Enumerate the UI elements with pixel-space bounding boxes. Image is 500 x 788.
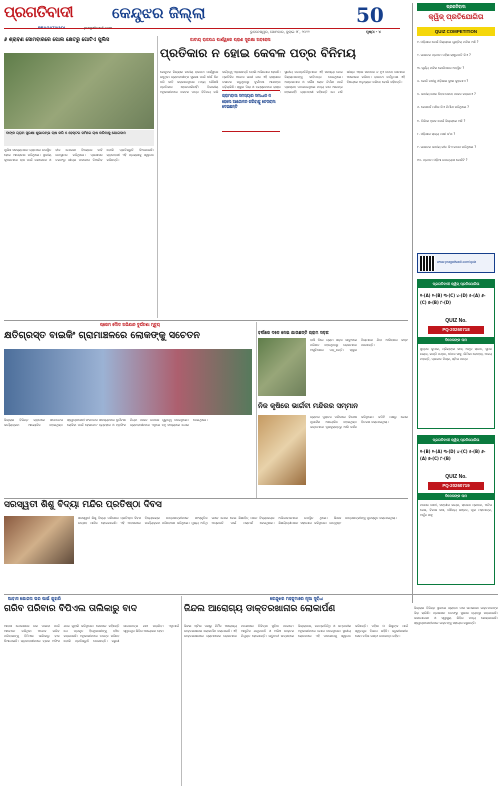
edition-title: କେନ୍ଦୁଝର ଜିଲ୍ଲା <box>112 4 206 22</box>
column-divider <box>256 322 257 498</box>
side-headline: ୬ ଶ୍ରାବଣ ସୋମବାରରେ ପୋଲ କ୍ଷେତରୁ ଗୋଟିଏ ପୁଲିସ <box>4 37 110 43</box>
answer-block-1-answers: ୧-(A) ୨-(B) ୩-(C) ୪-(D) ୫-(A) ୬-(C) ୭-(B) ୮-(D) <box>420 293 486 305</box>
quiz-question: ୫. ଜାତୀୟ ଖେଳ ଦିବସ କେବେ ପାଳନ କରାଯାଏ ? <box>417 92 476 97</box>
story3-body-2: ଗ୍ରାମର ପୁରାତନ ମନ୍ଦିରରେ ବିଶେଷ ପୂଜାର୍ଚ୍ଚନା ଆୟୋଜିତ ହୋଇଥିଲା। ଭକ୍ତମାନେ ଦୂରଦୂରାନ୍ତରୁ ଆସି ଦର୍ଶନ କରିଥିଲେ। କମିଟି ପକ୍ଷରୁ ଭୋଗ ବିତରଣ କରାଯାଇଥିଲା। <box>310 415 408 430</box>
main-kicker: ଜାତୀୟ ରାଜପଥ ପାର୍ଶ୍ୱରେ ପ୍ରାଣ ସୁରକ୍ଷା ଅବହେଳା <box>190 37 271 42</box>
quiz-web-box[interactable] <box>417 253 495 273</box>
side-photo-caption: ବାଙ୍କ ଗ୍ରାମ ସୁରକ୍ଷା ଶୁଭାରମ୍ଭ ଚାଷ କରି ୫ ହେକ୍ଟର ଜମିରେ ଚାଷ କରିବାକୁ ଯୋଗଦାନ <box>4 130 154 146</box>
story2-headline: କ୍ଷତିଗ୍ରସ୍ତ ବାଇକିଂ ଗ୍ରାମାଞ୍ଚଳରେ ଲୋକଙ୍କୁ ସଚେତନ <box>4 330 200 341</box>
story4-headline: ସରସ୍ୱତୀ ଶିଶୁ ବିଦ୍ୟା ମନ୍ଦିର ପ୍ରତିଷ୍ଠା ଦିବସ <box>4 500 162 510</box>
story2-body: ଜିଲ୍ଲାର ବିଭିନ୍ନ ଗ୍ରାମରେ ସଚେତନତା କାର୍ଯ୍ୟକ୍ରମ ଆୟୋଜିତ ହୋଇଥିଲା। ସ୍ୱେଚ୍ଛାସେବୀ ସଂଗଠନର ସଦସ୍ୟମାନେ ଦୁର୍ଘଟଣା ରୋକିବା ପାଇଁ ହେଲମେଟ ବ୍ୟବହାର ଓ ଟ୍ରାଫିକ ନିୟମ ପାଳନ ଉପରେ ଗୁରୁତ୍ୱ ଦେଇଥିଲେ। ଗ୍ରାମବାସୀମାନେ ଏଥିରେ ବହୁ ସଂଖ୍ୟାରେ ଯୋଗ ଦେଇଥିଲେ। <box>4 418 208 428</box>
quiz-question: ୮. ଓଡ଼ିଶାର ରାଜ୍ୟ ପକ୍ଷୀ କ'ଣ ? <box>417 131 456 136</box>
anniversary-logo: 50 <box>356 3 384 27</box>
answer-block-2-quiz-label: QUIZ No. <box>445 474 467 480</box>
side-continuation-body: ଜିଲ୍ଲାର ବିଭିନ୍ନ ସ୍ଥାନରେ ଶ୍ରାବଣ ମାସ ଉପଲକ୍ଷେ ଭକ୍ତମାନଙ୍କ ଭିଡ଼ ଲାଗିଛି। ପ୍ରଶାସନ ତରଫରୁ ସୁରକ୍ଷା ବ୍ୟବସ୍ଥା କରାଯାଇଛି। ଜଳଯୋଗାଣ ଓ ସ୍ୱାସ୍ଥ୍ୟ ଶିବିର ମଧ୍ୟ ଖୋଲାଯାଇଛି। ସ୍ୱେଚ୍ଛାସେବୀମାନେ ଭକ୍ତଙ୍କୁ ସହାୟତା କରୁଛନ୍ତି। <box>414 606 498 626</box>
page-number: ପୃଷ୍ଠା - ୪ <box>366 30 381 34</box>
qr-code-icon <box>420 256 435 271</box>
quiz-web-link[interactable]: www.pragativadi.com/quiz <box>437 260 477 264</box>
story3-kicker: ବର୍ଷାରେ ଦଳେ ନେଇ ଯାଉଛନ୍ତି ଗ୍ରାମ ସଡ଼କ <box>258 330 329 335</box>
quiz-question: ୭. ଚିଲିକା ହ୍ରଦ କେଉଁ ଜିଲ୍ଲାରେ ଅଛି ? <box>417 118 466 123</box>
quiz-question: ୨. ଭାରତର ପ୍ରଥମ ମହିଳା ରାଷ୍ଟ୍ରପତି କିଏ ? <box>417 53 471 58</box>
quiz-questions <box>417 40 495 250</box>
story4-photo <box>4 516 74 564</box>
main-headline: ପ୍ରତିକାର ନ ହୋଇ କେବଳ ପତ୍ର ବିନିମୟ <box>160 46 356 60</box>
quiz-question: ୯. ଭାରତର ଜାତୀୟ ଗୀତ କିଏ ରଚନା କରିଥିଲେ ? <box>417 144 477 149</box>
section-divider <box>4 498 408 499</box>
story5-headline: ଗରିବ ପରିବାର ବିପିଏଲ ତାଲିକାରୁ ବାଦ <box>4 604 137 614</box>
answer-block-1-quiz-label: QUIZ No. <box>445 318 467 324</box>
answer-block-2 <box>417 435 495 585</box>
dateline: ଭୁବନେଶ୍ୱର, ସୋମବାର, ଜୁଲାଇ ୧୮, ୨୦୨୨ <box>250 30 310 34</box>
story3-headline: ନିଜ କୃଷିରେ ଭାର୍ଗବୀ ମନ୍ଦିରର ସମ୍ମାନ <box>258 402 358 410</box>
story3-photo <box>258 338 306 396</box>
quiz-question: ୩. ସୂର୍ଯ୍ୟ ମନ୍ଦିର କେଉଁଠାରେ ଅବସ୍ଥିତ ? <box>417 66 465 71</box>
answer-block-2-answers: ୧-(B) ୨-(A) ୩-(D) ୪-(C) ୫-(B) ୬-(A) ୭-(C) ୮-(B) <box>420 449 486 461</box>
quiz-title: କ୍ୱିଜ୍ ପ୍ରତିଯୋଗିତା <box>428 13 484 21</box>
story2-kicker: ପ୍ରେମ ଦୌଡ ଅଭିଯାନ ଦୁର୍ଘଟଣା ମୃତ୍ୟୁ <box>100 322 161 327</box>
main-pull-quote: ଗ୍ରାମବାସୀ ସମସ୍ୟାର ସମାଧାନ ନ ହେଲେ ଆନ୍ଦୋଳନ କରିବାକୁ ଚେତାବନୀ ଦେଇଛନ୍ତି <box>222 90 280 132</box>
section-divider <box>4 594 498 595</box>
story3-body: ବର୍ଷା ଦିନେ ଗ୍ରାମ ସଡ଼କ କାଦୁଅରେ ପରିଣତ ହେଉଥିବାରୁ ଲୋକମାନେ ଅସୁବିଧାରେ ପଡ଼ୁଛନ୍ତି। ସ୍କୁଲ ପିଲାମାନେ ଯିବା ଆସିବାରେ କଷ୍ଟ ପାଉଛନ୍ତି। <box>310 338 408 353</box>
answer-block-2-quiz-no: PQ-20260719 <box>428 482 484 490</box>
story4-body: ସରସ୍ୱତୀ ଶିଶୁ ବିଦ୍ୟା ମନ୍ଦିରରେ ପ୍ରତିଷ୍ଠା ଦିବସ ଉତ୍ସବ ପାଳିତ ହୋଇଯାଇଛି। ଏହି ଅବସରରେ ବିଦ୍ୟାଳୟର ଛାତ୍ରଛାତ୍ରୀମାନେ ସାଂସ୍କୃତିକ କାର୍ଯ୍ୟକ୍ରମ ପରିବେଷଣ କରିଥିଲେ। ମୁଖ୍ୟ ଅତିଥି ଭାବେ ଯୋଗ ଦେଇ ଶିକ୍ଷାବିତ୍ ମାନେ ବିଦ୍ୟାଳୟର ଅଗ୍ରଗତି ପାଇଁ ପରାମର୍ଶ ଦେଇଥିଲେ। ଅଭିଭାବକମାନେ ଉପସ୍ଥିତ ଥିଲେ। ଶିକ୍ଷକ ଶିକ୍ଷୟିତ୍ରୀମାନେ ସହଯୋଗ କରିଥିଲେ। ଉତ୍କୃଷ୍ଟ ଛାତ୍ରଛାତ୍ରୀଙ୍କୁ ପୁରସ୍କୃତ କରାଯାଇଥିଲା। <box>78 516 397 526</box>
quiz-question: ୧. ଓଡ଼ିଶାର କେଉଁ ଜିଲ୍ଲାରେ ଗୁଣ୍ଡିଚା ମନ୍ଦିର ଅଛି ? <box>417 40 479 44</box>
answer-block-1-title: ପ୍ରଗତିବାଦୀ କ୍ୱିଜ୍ ପ୍ରତିଯୋଗିତା <box>418 280 494 288</box>
quiz-question: ୪. କେଉଁ ନଦୀକୁ ଓଡ଼ିଶାର ଦୁଃଖ କୁହାଯାଏ ? <box>417 79 469 84</box>
story2-photo <box>4 349 252 415</box>
section-divider <box>4 320 408 321</box>
story5-kicker: ଆବାସ ଯୋଜନା ଘର ପାଇଁ ଗୁହାରି <box>8 596 61 601</box>
column-divider <box>181 596 182 786</box>
answer-block-2-winners-label: ବିଜେତାଙ୍କ ନାମ <box>418 493 494 500</box>
answer-block-2-title: ପ୍ରଗତିବାଦୀ କ୍ୱିଜ୍ ପ୍ରତିଯୋଗିତା <box>418 436 494 444</box>
side-story-photo <box>4 53 154 129</box>
story6-kicker: କେନ୍ଦୁଝର ମହକୁମାରେ ନୂଆ ସୁବିଧା <box>270 596 324 601</box>
quiz-question: ୬. କୋଣାର୍କ ମନ୍ଦିର କିଏ ନିର୍ମାଣ କରିଥିଲେ ? <box>417 105 469 110</box>
answer-block-2-winners: ମନୋଜ ସେଠୀ, ସଙ୍ଗୀତା ନାୟକ, ରାକେଶ ପ୍ରଧାନ, ଅନିତା ଜେନା, ବିକାଶ ଦାସ, ସୌମ୍ୟ ରଞ୍ଜନ, ପୂଜା ମହାପାତ୍ର, ଅର୍ଜୁନ ସାହୁ <box>420 503 492 518</box>
side-story-body: ପୁଲିସ ସଦସ୍ୟମାନେ ଗ୍ରାମରେ ଉପସ୍ଥିତ ହୋଇ ଆଲୋଚନା କରିଥିଲେ। ସ୍ଥାନୀୟ କୃଷକମାନେ ଚାଷ ପାଇଁ ଜଳସେଚନ ଓ ବୀଜ ଯୋଗାଣ ବିଷୟରେ ଦାବି ଉପସ୍ଥାପନ କରିଥିଲେ। ପ୍ରଶାସନ ତରଫରୁ ଶୀଘ୍ର ପଦକ୍ଷେପ ନିଆଯିବ ବୋଲି ପ୍ରତିଶ୍ରୁତି ଦିଆଯାଇଛି। ଗ୍ରାମବାସୀ ଏହି ପ୍ରୟାସକୁ ସ୍ୱାଗତ କରିଛନ୍ତି। <box>4 148 154 163</box>
answer-block-1-quiz-no: PQ-20260718 <box>428 326 484 334</box>
quiz-title-en: QUIZ COMPETITION <box>417 27 495 36</box>
answer-block-1-winners-label: ବିଜେତାଙ୍କ ନାମ <box>418 337 494 344</box>
brand-logo: ପ୍ରଗତିବାଦୀ <box>4 3 74 21</box>
column-divider <box>157 36 158 318</box>
story6-body: ଜିନ୍ଦଲ ଷ୍ଟିଲ ପକ୍ଷରୁ ନିର୍ମିତ ଆରୋଗ୍ୟ ଡାକ୍ତରଖାନାର ଲୋକାର୍ପଣ କରାଯାଇଛି। ଏହି ଡାକ୍ତରଖାନାରେ ଗ୍ରାମାଞ୍ଚଳର ଲୋକମାନେ ମାଗଣାରେ ଚିକିତ୍ସା ସୁବିଧା ପାଇବେ। ଆଧୁନିକ ଯନ୍ତ୍ରପାତି ଓ ଅଭିଜ୍ଞ ଡାକ୍ତର ନିଯୁକ୍ତ ହୋଇଛନ୍ତି। ଉଦ୍ଘାଟନୀ ଉତ୍ସବରେ ଜିଲ୍ଲାପାଳ, ଜନପ୍ରତିନିଧି ଓ କମ୍ପାନୀର ଅଧିକାରୀମାନେ ଯୋଗ ଦେଇଥିଲେ। ସ୍ଥାନୀୟ ଲୋକମାନେ ଏହି ପଦକ୍ଷେପକୁ ସ୍ୱାଗତ କରିଛନ୍ତି। ମହିଳା ଓ ଶିଶୁଙ୍କ ପାଇଁ ସ୍ୱତନ୍ତ୍ର ବିଭାଗ ରହିଛି। ଜରୁରୀକାଳୀନ ସେବା ଚବିଶ ଘଣ୍ଟା ଉପଲବ୍ଧ ରହିବ। <box>184 624 408 639</box>
answer-block-1 <box>417 279 495 429</box>
masthead-rule <box>4 28 400 29</box>
quiz-tag: ପ୍ରଗତିବାଦୀ <box>417 3 495 11</box>
main-story-body: କେନ୍ଦୁଝର ଜିଲ୍ଲାର ଜାତୀୟ ରାଜପଥ ପାର୍ଶ୍ୱରେ ରହୁଥିବା ଗ୍ରାମବାସୀଙ୍କ ସୁରକ୍ଷା ପାଇଁ ଦୀର୍ଘ ଦିନ ଧରି ଦାବି କରାଯାଉଥିଲେ ମଧ୍ୟ କୌଣସି ପ୍ରତିକାର ହୋଇପାରିନାହିଁ। ବିଭାଗୀୟ ଅଧିକାରୀମାନେ କେବଳ ପତ୍ର ବିନିମୟ କରି ଦାୟିତ୍ୱ ଏଡ଼ାଉଛନ୍ତି ବୋଲି ଅଭିଯୋଗ ହେଉଛି। ପ୍ରତିଦିନ ଅନେକ ଭାରୀ ଯାନ ଏହି ରାସ୍ତାରେ ଚଳାଚଳ କରୁଥିବାରୁ ଦୁର୍ଘଟଣା ଆଶଙ୍କା ବଢ଼ିଚାଲିଛି। ସ୍କୁଲ ପିଲା ଓ ବୟସ୍କମାନେ ରାସ୍ତା ସ୍ଥାନୀୟ ଜନପ୍ରତିନିଧିମାନେ ଏହି ସମସ୍ୟା ନେଇ ଜିଲ୍ଲାପାଳଙ୍କୁ ଦାବିପତ୍ର ଦେଇଥିଲେ। ଅଣ୍ଡରପାସ ଓ ସର୍ଭିସ ରୋଡ ନିର୍ମାଣ ପାଇଁ ପ୍ରସ୍ତାବ ପଠାଯାଇଥିଲେ ମଧ୍ୟ କାମ ଆରମ୍ଭ ହୋଇନାହିଁ। ଗ୍ରାମବାସୀ କହିଛନ୍ତି ଯେ ଯଦି ଶୀଘ୍ର ଏହାର ସମାଧାନ ନ ହୁଏ ତେବେ ସେମାନେ ଆନ୍ଦୋଳନ କରିବେ। ରାଜପଥ କର୍ତ୍ତୃପକ୍ଷ ଏହି ବିଷୟରେ ଅନୁଧ୍ୟାନ କରିବେ ବୋଲି କହିଛନ୍ତି। <box>160 70 405 95</box>
story3-photo-2 <box>258 415 306 485</box>
story5-body: ଆବାସ ଯୋଜନାରେ ଘର ପାଇବା ପାଇଁ ଆବେଦନ କରିଥିବା ଅନେକ ଗରିବ ପରିବାରଙ୍କୁ ବିପିଏଲ ତାଲିକାରୁ ବାଦ ଦିଆଯାଇଛି। ଗ୍ରାମବାସୀମାନେ ବ୍ଲକ ଅଫିସ ଯାଇ ଗୁହାରି କରିଥିଲେ। ସେମାନେ କହିଛନ୍ତି ଯେ ପ୍ରକୃତ ହିତାଧିକାରୀଙ୍କୁ ବଞ୍ଚିତ କରାଯାଉଛି। ଅଧିକାରୀମାନେ ତଦନ୍ତ କରିବେ ବୋଲି ପ୍ରତିଶ୍ରୁତି ଦେଇଛନ୍ତି। ଜରୁରୀ କାଗଜପତ୍ର ଯାଞ୍ଚ କରାଯିବ। ଏଥିପାଇଁ ସ୍ୱତନ୍ତ୍ର ଶିବିର ଆୟୋଜନ ହେବ। <box>4 624 179 644</box>
quiz-sidebar <box>412 3 498 603</box>
story6-headline: ଜିନ୍ଦଲ ଆରୋଗ୍ୟ ଡାକ୍ତରଖାନାର ଲୋକାର୍ପଣ <box>184 604 336 614</box>
answer-block-1-winners: ସୁବ୍ରତ କୁମାର, ପ୍ରିୟଙ୍କା ଦାସ, ଅମୃତ ରାଉତ, ସୁମନ ନାୟକ, ରଶ୍ମି ପଣ୍ଡା, ଦୀପକ ସାହୁ, ଲିପିକା ବେହେରା, ଅଜୟ ମହାନ୍ତି, ପ୍ରଭାତ ମିଶ୍ର, ସ୍ମିତା ପାତ୍ର <box>420 347 492 362</box>
quiz-question: ୧୦. ପ୍ରଥମ ଓଡ଼ିଆ ଉପନ୍ୟାସ କେଉଁଟି ? <box>417 157 468 162</box>
